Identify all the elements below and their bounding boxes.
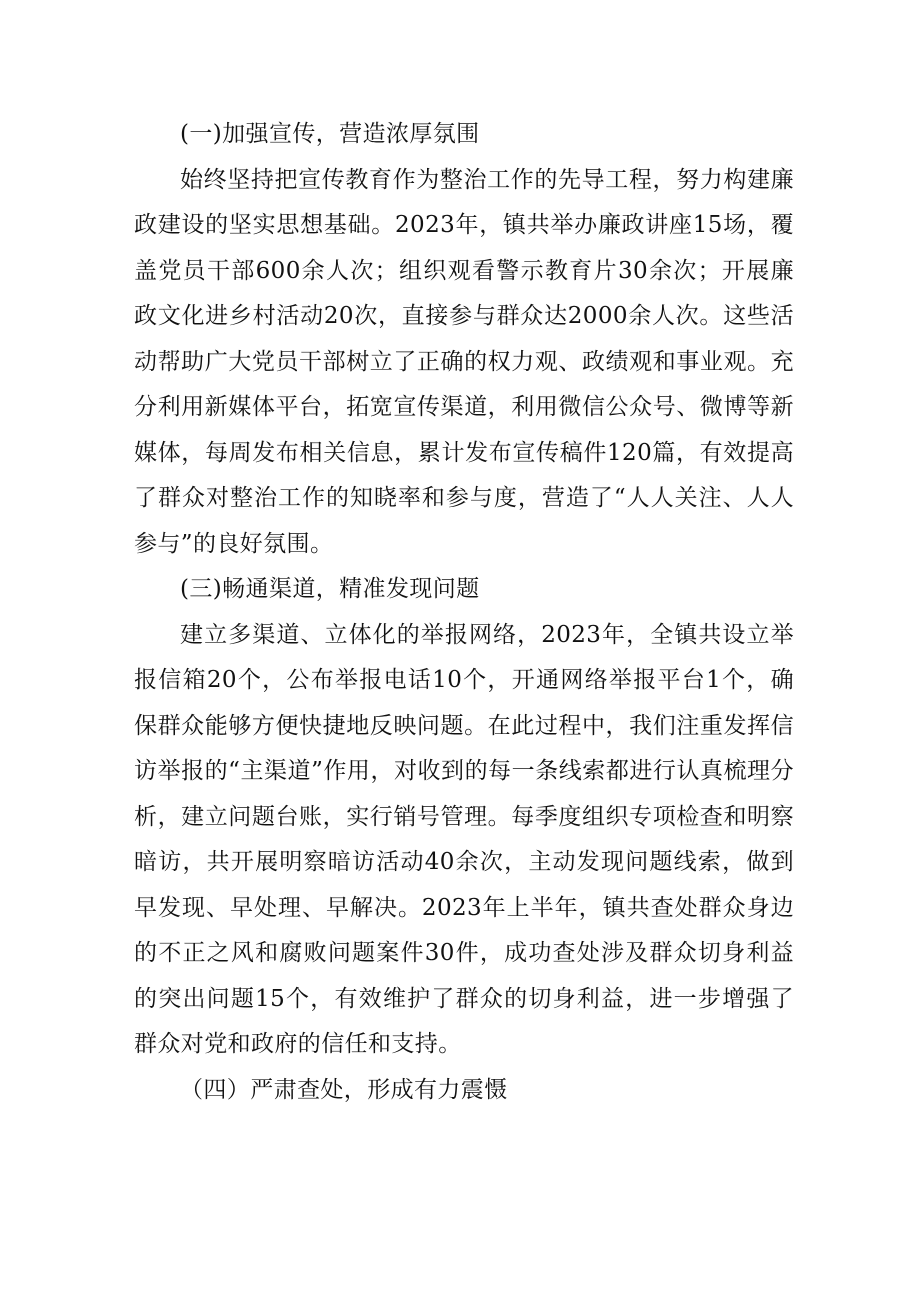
document-body: [134, 112, 794, 1113]
section-paragraph-3: 建立多渠道、立体化的举报网络，2023年，全镇共设立举报信箱20个，公布举报电话10个，开通网络举报平台1个，确保群众能够方便快捷地反映问题。在此过程中，我们注重发挥信访举报的“主渠道”作用，对收到的每一条线索都进行认真梳理分析，建立问题台账，实行销号管理。每季度组织专项检查和明察暗访，共开展明察暗访活动40余次，主动发现问题线索，做到早发现、早处理、早解决。2023年上半年，镇共查处群众身边的不正之风和腐败问题案件30件，成功查处涉及群众切身利益的突出问题15个，有效维护了群众的切身利益，进一步增强了群众对党和政府的信任和支持。: [134, 621, 794, 1057]
section-heading-1: (一)加强宣传，营造浓厚氛围: [180, 121, 480, 147]
section-paragraph-1: 始终坚持把宣传教育作为整治工作的先导工程，努力构建廉政建设的坚实思想基础。2023年，镇共举办廉政讲座15场，覆盖党员干部600余人次；组织观看警示教育片30余次；开展廉政文化进乡村活动20次，直接参与群众达2000余人次。这些活动帮助广大党员干部树立了正确的权力观、政绩观和事业观。充分利用新媒体平台，拓宽宣传渠道，利用微信公众号、微博等新媒体，每周发布相关信息，累计发布宣传稿件120篇，有效提高了群众对整治工作的知晓率和参与度，营造了“人人关注、人人参与”的良好氛围。: [134, 166, 794, 557]
section-heading-4: （四）严肃查处，形成有力震慑: [180, 1076, 508, 1103]
section-heading-3: (三)畅通渠道，精准发现问题: [180, 576, 480, 602]
